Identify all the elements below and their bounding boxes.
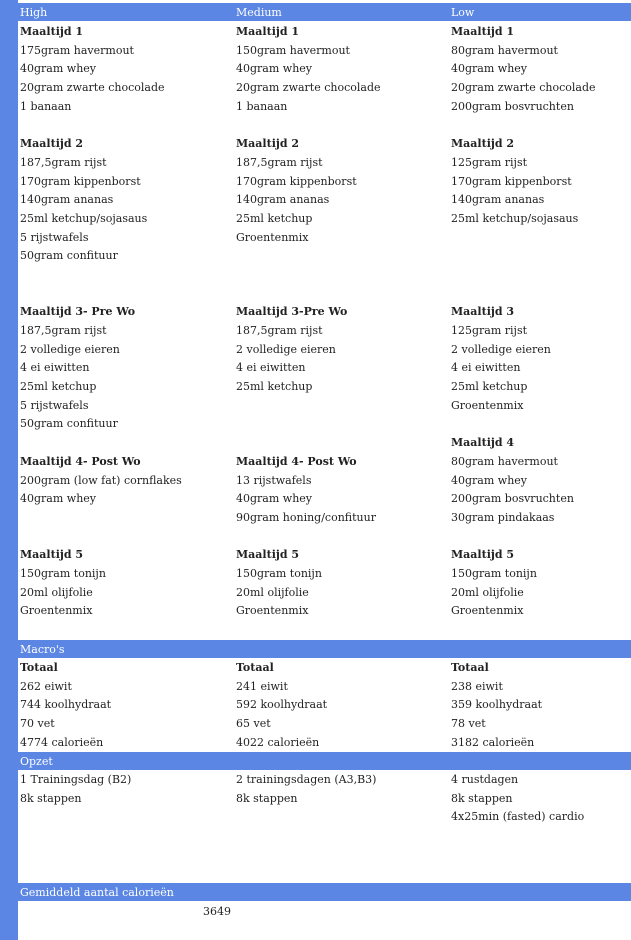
list-item: Groentenmix bbox=[451, 604, 524, 618]
list-item: 40gram whey bbox=[236, 492, 313, 506]
list-item: 40gram whey bbox=[236, 62, 313, 76]
list-item: 50gram confituur bbox=[20, 417, 118, 431]
list-item: 20gram zwarte chocolade bbox=[451, 81, 596, 95]
list-item: 80gram havermout bbox=[451, 43, 558, 57]
list-item: 187,5gram rijst bbox=[236, 324, 323, 337]
list-item: 187,5gram rijst bbox=[236, 155, 323, 169]
list-item: 4774 calorieën bbox=[20, 735, 104, 749]
list-item: 170gram kippenborst bbox=[451, 174, 572, 188]
list-item: 25ml ketchup bbox=[451, 380, 528, 394]
list-item: 150gram tonijn bbox=[20, 566, 106, 580]
list-item: 262 eiwit bbox=[20, 679, 72, 693]
header-high: High bbox=[20, 6, 48, 19]
spacer bbox=[451, 528, 596, 547]
list-item: 20ml olijfolie bbox=[236, 585, 309, 599]
list-item: Groentenmix bbox=[451, 398, 524, 412]
spacer bbox=[236, 434, 381, 453]
list-item: 1 banaan bbox=[236, 99, 288, 113]
list-item: 4 ei eiwitten bbox=[20, 361, 90, 375]
spacer bbox=[451, 415, 596, 434]
spacer bbox=[451, 116, 596, 135]
list-item: 40gram whey bbox=[20, 62, 97, 76]
header-low: Low bbox=[451, 6, 475, 19]
spacer bbox=[236, 415, 381, 434]
section-heading: Maaltijd 2 bbox=[20, 137, 84, 151]
section-heading: Maaltijd 1 bbox=[236, 25, 300, 38]
list-item: 4 ei eiwitten bbox=[451, 361, 521, 375]
list-item: 25ml ketchup bbox=[236, 211, 313, 225]
list-item: 20gram zwarte chocolade bbox=[236, 81, 381, 95]
meals-low-column bbox=[451, 23, 596, 621]
spacer bbox=[236, 397, 381, 416]
header-medium: Medium bbox=[236, 6, 282, 19]
list-item: 1 banaan bbox=[20, 99, 72, 113]
spacer bbox=[236, 266, 381, 285]
list-item: 5 rijstwafels bbox=[20, 398, 89, 412]
list-item: 80gram havermout bbox=[451, 454, 558, 468]
spacer bbox=[236, 116, 381, 135]
spacer bbox=[236, 528, 381, 547]
list-item: 40gram whey bbox=[451, 62, 528, 76]
list-item: 744 koolhydraat bbox=[20, 698, 112, 712]
list-item: 125gram rijst bbox=[451, 324, 528, 337]
list-item: 90gram honing/confituur bbox=[236, 510, 376, 524]
meals-high-column bbox=[20, 23, 182, 621]
list-item: 200gram bosvruchten bbox=[451, 492, 574, 506]
list-item: 238 eiwit bbox=[451, 679, 503, 693]
spacer bbox=[451, 285, 596, 304]
list-item: 3182 calorieën bbox=[451, 735, 535, 749]
meals-medium-column bbox=[236, 23, 381, 621]
list-item: 150gram tonijn bbox=[236, 566, 322, 580]
list-item: 150gram tonijn bbox=[451, 566, 537, 580]
list-item: 140gram ananas bbox=[236, 193, 330, 207]
section-heading: Maaltijd 4- Post Wo bbox=[20, 454, 141, 468]
section-heading: Maaltijd 5 bbox=[236, 548, 300, 562]
list-item: 4x25min (fasted) cardio bbox=[451, 810, 585, 824]
opzet-header: Opzet bbox=[20, 755, 53, 768]
section-heading: Maaltijd 3 bbox=[451, 305, 515, 319]
list-item: 140gram ananas bbox=[20, 193, 114, 207]
list-item: 2 volledige eieren bbox=[20, 342, 120, 356]
list-item: Groentenmix bbox=[236, 230, 309, 244]
section-heading: Maaltijd 1 bbox=[451, 25, 515, 38]
list-item: 241 eiwit bbox=[236, 679, 288, 693]
opzet-low-column bbox=[451, 771, 584, 827]
section-heading: Totaal bbox=[20, 661, 58, 674]
list-item: 187,5gram rijst bbox=[20, 155, 107, 169]
section-heading: Maaltijd 2 bbox=[451, 137, 515, 151]
section-heading: Maaltijd 5 bbox=[20, 548, 84, 562]
list-item: 4022 calorieën bbox=[236, 735, 320, 749]
list-item: 200gram bosvruchten bbox=[451, 99, 574, 113]
spacer bbox=[20, 285, 182, 304]
section-heading: Maaltijd 5 bbox=[451, 548, 515, 562]
list-item: 140gram ananas bbox=[451, 193, 545, 207]
list-item: 187,5gram rijst bbox=[20, 324, 107, 337]
section-heading: Totaal bbox=[451, 661, 489, 674]
list-item: 2 volledige eieren bbox=[236, 342, 336, 356]
section-heading: Maaltijd 2 bbox=[236, 137, 300, 151]
list-item: 40gram whey bbox=[451, 473, 528, 487]
macros-band bbox=[18, 640, 631, 658]
macros-medium-column bbox=[236, 659, 327, 752]
section-heading: Maaltijd 4- Post Wo bbox=[236, 454, 357, 468]
list-item: 4 ei eiwitten bbox=[236, 361, 306, 375]
list-item: 50gram confituur bbox=[20, 249, 118, 263]
list-item: 4 rustdagen bbox=[451, 773, 519, 786]
spacer bbox=[236, 247, 381, 266]
list-item: 25ml ketchup/sojasaus bbox=[451, 211, 579, 225]
list-item: 8k stappen bbox=[451, 791, 513, 805]
list-item: 150gram havermout bbox=[236, 43, 350, 57]
list-item: 170gram kippenborst bbox=[236, 174, 357, 188]
spacer bbox=[236, 285, 381, 304]
spacer bbox=[20, 116, 182, 135]
list-item: 25ml ketchup bbox=[236, 380, 313, 394]
list-item: 1 Trainingsdag (B2) bbox=[20, 773, 132, 786]
average-calories-value: 3649 bbox=[203, 905, 231, 918]
list-item: 8k stappen bbox=[236, 791, 298, 805]
macros-high-column bbox=[20, 659, 111, 752]
list-item: 13 rijstwafels bbox=[236, 473, 312, 487]
list-item: 70 vet bbox=[20, 717, 55, 731]
list-item: 25ml ketchup bbox=[20, 380, 97, 394]
list-item: 78 vet bbox=[451, 717, 486, 731]
list-item: 20gram zwarte chocolade bbox=[20, 81, 165, 95]
list-item: 2 trainingsdagen (A3,B3) bbox=[236, 773, 377, 786]
list-item: 170gram kippenborst bbox=[20, 174, 141, 188]
list-item: 2 volledige eieren bbox=[451, 342, 551, 356]
left-margin-bar bbox=[0, 0, 18, 940]
section-heading: Maaltijd 3-Pre Wo bbox=[236, 305, 348, 319]
macros-header: Macro's bbox=[20, 643, 65, 656]
section-heading: Maaltijd 3- Pre Wo bbox=[20, 305, 136, 319]
spacer bbox=[20, 528, 182, 547]
section-heading: Maaltijd 4 bbox=[451, 436, 515, 450]
column-header-band bbox=[18, 3, 631, 21]
spacer bbox=[451, 247, 596, 266]
spacer bbox=[20, 434, 182, 453]
list-item: 8k stappen bbox=[20, 791, 82, 805]
list-item: 5 rijstwafels bbox=[20, 230, 89, 244]
spacer bbox=[20, 509, 182, 528]
list-item: 200gram (low fat) cornflakes bbox=[20, 473, 182, 487]
list-item: Groentenmix bbox=[20, 604, 93, 618]
list-item: 20ml olijfolie bbox=[451, 585, 524, 599]
section-heading: Maaltijd 1 bbox=[20, 25, 84, 38]
list-item: 65 vet bbox=[236, 717, 271, 731]
list-item: 592 koolhydraat bbox=[236, 698, 328, 712]
spacer bbox=[20, 266, 182, 285]
average-header: Gemiddeld aantal calorieën bbox=[20, 886, 174, 899]
list-item: 25ml ketchup/sojasaus bbox=[20, 211, 148, 225]
average-band bbox=[18, 883, 631, 901]
macros-low-column bbox=[451, 659, 542, 752]
list-item: 30gram pindakaas bbox=[451, 510, 555, 524]
list-item: 359 koolhydraat bbox=[451, 698, 543, 712]
list-item: 125gram rijst bbox=[451, 155, 528, 169]
opzet-medium-column bbox=[236, 771, 376, 808]
section-heading: Totaal bbox=[236, 661, 274, 674]
list-item: 40gram whey bbox=[20, 492, 97, 506]
list-item: Groentenmix bbox=[236, 604, 309, 618]
list-item: 20ml olijfolie bbox=[20, 585, 93, 599]
opzet-band bbox=[18, 752, 631, 770]
spacer bbox=[451, 266, 596, 285]
spacer bbox=[451, 229, 596, 248]
opzet-high-column bbox=[20, 771, 131, 808]
list-item: 175gram havermout bbox=[20, 43, 134, 57]
